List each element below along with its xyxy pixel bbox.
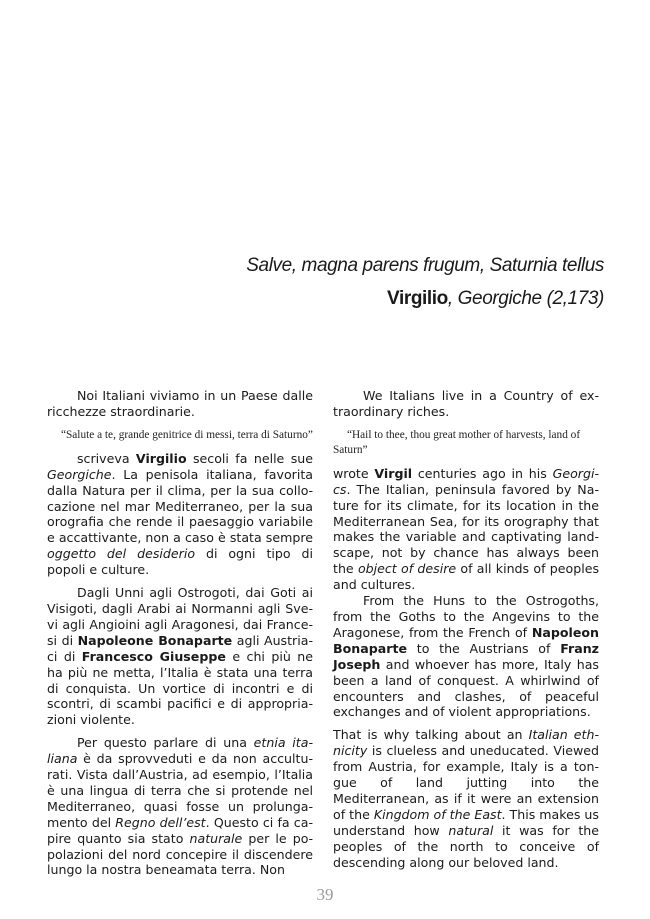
bold-run: Franz Joseph [333,640,599,672]
epigraph-quote: Salve, magna parens frugum, Saturnia tellus [246,255,604,276]
text-run: it was for the peoples of the north to conceive of descending along our beloved land. [333,822,599,870]
text-run: secoli fa nelle sue [186,450,313,466]
italian-paragraph-3 [47,585,313,728]
text-run: of all kinds of peoples and cultures. [333,561,600,593]
english-paragraph-3 [333,593,599,720]
text-run: and whoever has more, Italy has been a land of conquest. A whirlwind of encounters and clashes, of peaceful exchanges and of violent appropriations. [333,656,599,720]
text-run: scriveva [77,450,136,466]
text-run: . Questo ci fa capire quanto sia stato [47,814,313,846]
bold-run: Francesco Giuseppe [81,648,226,664]
text-run: . The Italian, peninsula favored by Nature for its climate, for its location in the Mediterranean Sea, for its orography that makes the variable and captivating landscape, not by chance has always been the [333,481,599,577]
italic-run: Georgics [333,465,599,497]
english-column [333,388,599,870]
italic-run: Georgiche [47,466,112,482]
text-run: . This makes us understand how [333,806,599,838]
text-run: is clueless and uneducated. Viewed from Austria, for example, Italy is a tongue of land jutting into the Mediterranean, as if it were an extension of the [333,743,599,822]
text-run: è da sprovveduti e da non acculturati. Vista dall’Austria, ad esempio, l’Italia è una lingua di terra che si protende nel Mediterraneo, quasi fosse un prolungamento del [47,751,313,830]
italic-run: oggetto del desiderio [47,546,196,562]
text-run: From the Huns to the Ostrogoths, from the Goths to the Angevins to the Aragonese, from the French of [333,593,599,640]
text-run: . La penisola italiana, favorita dalla Natura per il clima, per la sua collocazione nel mar Mediterraneo, per la sua orografia che rende il paesaggio variabile e accattivante, non a caso è stata sempre [47,466,313,546]
text-run: agli Austriaci di [47,632,313,664]
english-paragraph-1: We Italians live in a Country of extraordinary riches. [333,388,599,419]
english-quote: “Hail to thee, thou great mother of harvests, land of Saturn” [333,428,581,456]
italian-paragraph-2 [47,451,313,578]
bold-run: Napoleon Bonaparte [333,624,599,656]
bold-run: Virgil [374,465,413,481]
italic-run: naturale [189,830,243,846]
italic-run: Kingdom of the East [373,806,502,822]
italic-run: object of desire [357,561,457,577]
italian-paragraph-4 [47,735,313,878]
english-paragraph-4 [333,727,599,870]
italian-quote: “Salute a te, grande genitrice di messi, terra di Saturno” [61,428,313,441]
italian-column [47,388,313,878]
bold-run: Napoleone Bonaparte [77,632,233,648]
italic-run: natural [448,822,494,838]
page-number: 39 [316,885,334,904]
bold-run: Virgilio [135,450,187,466]
text-run: to the Austrians of [407,640,561,656]
english-paragraph-2 [333,466,599,593]
text-run: di ogni tipo di popoli e culture. [47,546,313,578]
epigraph-work: , Georgiche (2,173) [447,288,604,309]
text-run: per le popolazioni del nord concepire il discendere lungo la nostra beneamata terra. Non [47,830,313,878]
text-run: e chi più ne ha più ne metta, l’Italia è stata una terra di conquista. Un vortice di incontri e di scontri, di scambi pacifici e di appropriazioni violente. [47,648,313,728]
epigraph-attribution [387,288,604,310]
text-run: centuries ago in his [412,465,553,481]
text-run: That is why talking about an [333,727,529,743]
italic-run: etnia italiana [47,735,313,767]
text-run: Per questo parlare di una [77,735,254,751]
text-run: Dagli Unni agli Ostrogoti, dai Goti ai Visigoti, dagli Arabi ai Normanni agli Svevi agli Angioini agli Aragonesi, dai Francesi di [47,585,313,648]
text-run: wrote [333,465,375,481]
italic-run: Italian ethnicity [333,727,599,759]
italian-paragraph-1: Noi Italiani viviamo in un Paese dalle ricchezze straordinarie. [47,388,313,419]
epigraph-author: Virgilio [387,288,448,309]
italic-run: Regno dell’est [115,814,206,830]
